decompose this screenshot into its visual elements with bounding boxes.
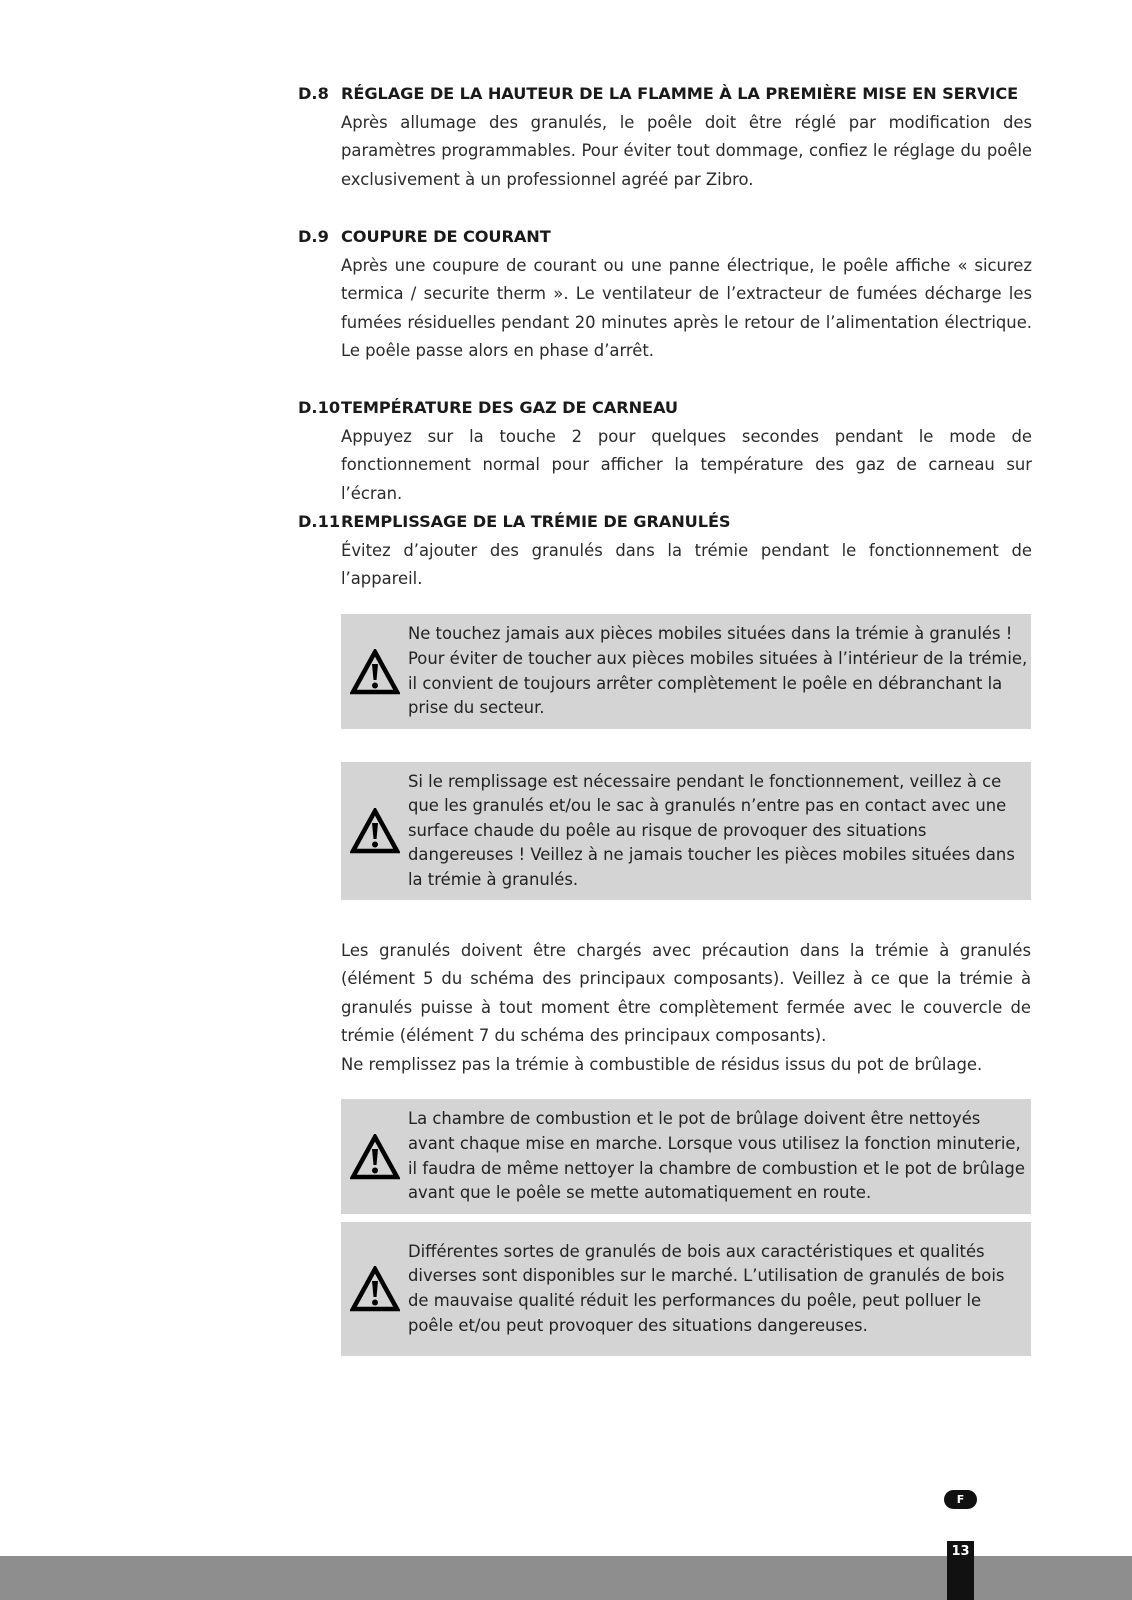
warning-box [341, 762, 1031, 900]
body-text: Les granulés doivent être chargés avec précaution dans la trémie à granulés (élément 5 du schéma des principaux composants). Veillez à ce que la trémie à granulés puisse à tout moment être complètement fermée avec le couvercle de trémie (élément 7 du schéma des principaux composants). [341, 941, 1031, 1046]
warning-box [341, 1099, 1031, 1214]
section-body [341, 537, 1032, 594]
section-title: REMPLISSAGE DE LA TRÉMIE DE GRANULÉS [341, 512, 731, 531]
section-heading [298, 226, 1032, 248]
warning-triangle-icon [341, 1134, 408, 1180]
warning-text: Ne touchez jamais aux pièces mobiles situées dans la trémie à granulés ! Pour éviter de toucher aux pièces mobiles situées à l’intérieur de la trémie, il convient de toujours arrêter complètement le poêle en débranchant la prise du secteur. [408, 624, 1028, 718]
body-text: Après une coupure de courant ou une panne électrique, le poêle affiche « sicurez termica / securite therm ». Le ventilateur de l’extracteur de fumées décharge les fumées résiduelles pendant 20 minutes après le retour de l’alimentation électrique. Le poêle passe alors en phase d’arrêt. [341, 256, 1032, 361]
warning-box [341, 614, 1031, 729]
section-title: RÉGLAGE DE LA HAUTEUR DE LA FLAMME À LA PREMIÈRE MISE EN SERVICE [341, 84, 1019, 103]
section-heading [298, 511, 1032, 533]
section-heading [298, 397, 1032, 419]
warning-triangle-icon [341, 649, 408, 695]
section-d9 [298, 226, 1032, 366]
section-title: TEMPÉRATURE DES GAZ DE CARNEAU [341, 398, 678, 417]
body-text: Ne remplissez pas la trémie à combustible de résidus issus du pot de brûlage. [341, 1054, 983, 1074]
section-body [341, 109, 1032, 194]
language-badge: F [944, 1490, 977, 1509]
body-text: Après allumage des granulés, le poêle doit être réglé par modification des paramètres programmables. Pour éviter tout dommage, confiez le réglage du poêle exclusivement à un professionnel agréé par Zibro. [341, 113, 1032, 189]
section-d10 [298, 397, 1032, 508]
warning-text: Différentes sortes de granulés de bois aux caractéristiques et qualités diverses sont disponibles sur le marché. L’utilisation de granulés de bois de mauvaise qualité réduit les performances du poêle, peut polluer le poêle et/ou peut provoquer des situations dangereuses. [408, 1241, 1005, 1335]
warning-box [341, 1222, 1031, 1356]
section-body [341, 252, 1032, 366]
section-d8 [298, 83, 1032, 194]
section-number: D.10 [298, 398, 341, 417]
body-text: Appuyez sur la touche 2 pour quelques secondes pendant le mode de fonctionnement normal pour afficher la température des gaz de carneau sur l’écran. [341, 427, 1032, 503]
hopper-instructions [341, 937, 1031, 1079]
section-number: D.9 [298, 227, 329, 246]
page-number: 13 [947, 1541, 974, 1600]
section-number: D.11 [298, 512, 341, 531]
warning-triangle-icon [341, 1266, 408, 1312]
section-number: D.8 [298, 84, 329, 103]
section-heading [298, 83, 1032, 105]
body-text: Évitez d’ajouter des granulés dans la trémie pendant le fonctionnement de l’appareil. [341, 541, 1032, 589]
section-body [341, 423, 1032, 508]
warning-triangle-icon [341, 808, 408, 854]
warning-text: La chambre de combustion et le pot de brûlage doivent être nettoyés avant chaque mise en marche. Lorsque vous utilisez la fonction minuterie, il faudra de même nettoyer la chambre de combustion et le pot de brûlage avant que le poêle se mette automatiquement en route. [408, 1109, 1025, 1203]
section-d11 [298, 511, 1032, 594]
warning-text: Si le remplissage est nécessaire pendant le fonctionnement, veillez à ce que les granulés et/ou le sac à granulés n’entre pas en contact avec une surface chaude du poêle au risque de provoquer des situations dangereuses ! Veillez à ne jamais toucher les pièces mobiles situées dans la trémie à granulés. [408, 771, 1015, 889]
section-title: COUPURE DE COURANT [341, 227, 551, 246]
